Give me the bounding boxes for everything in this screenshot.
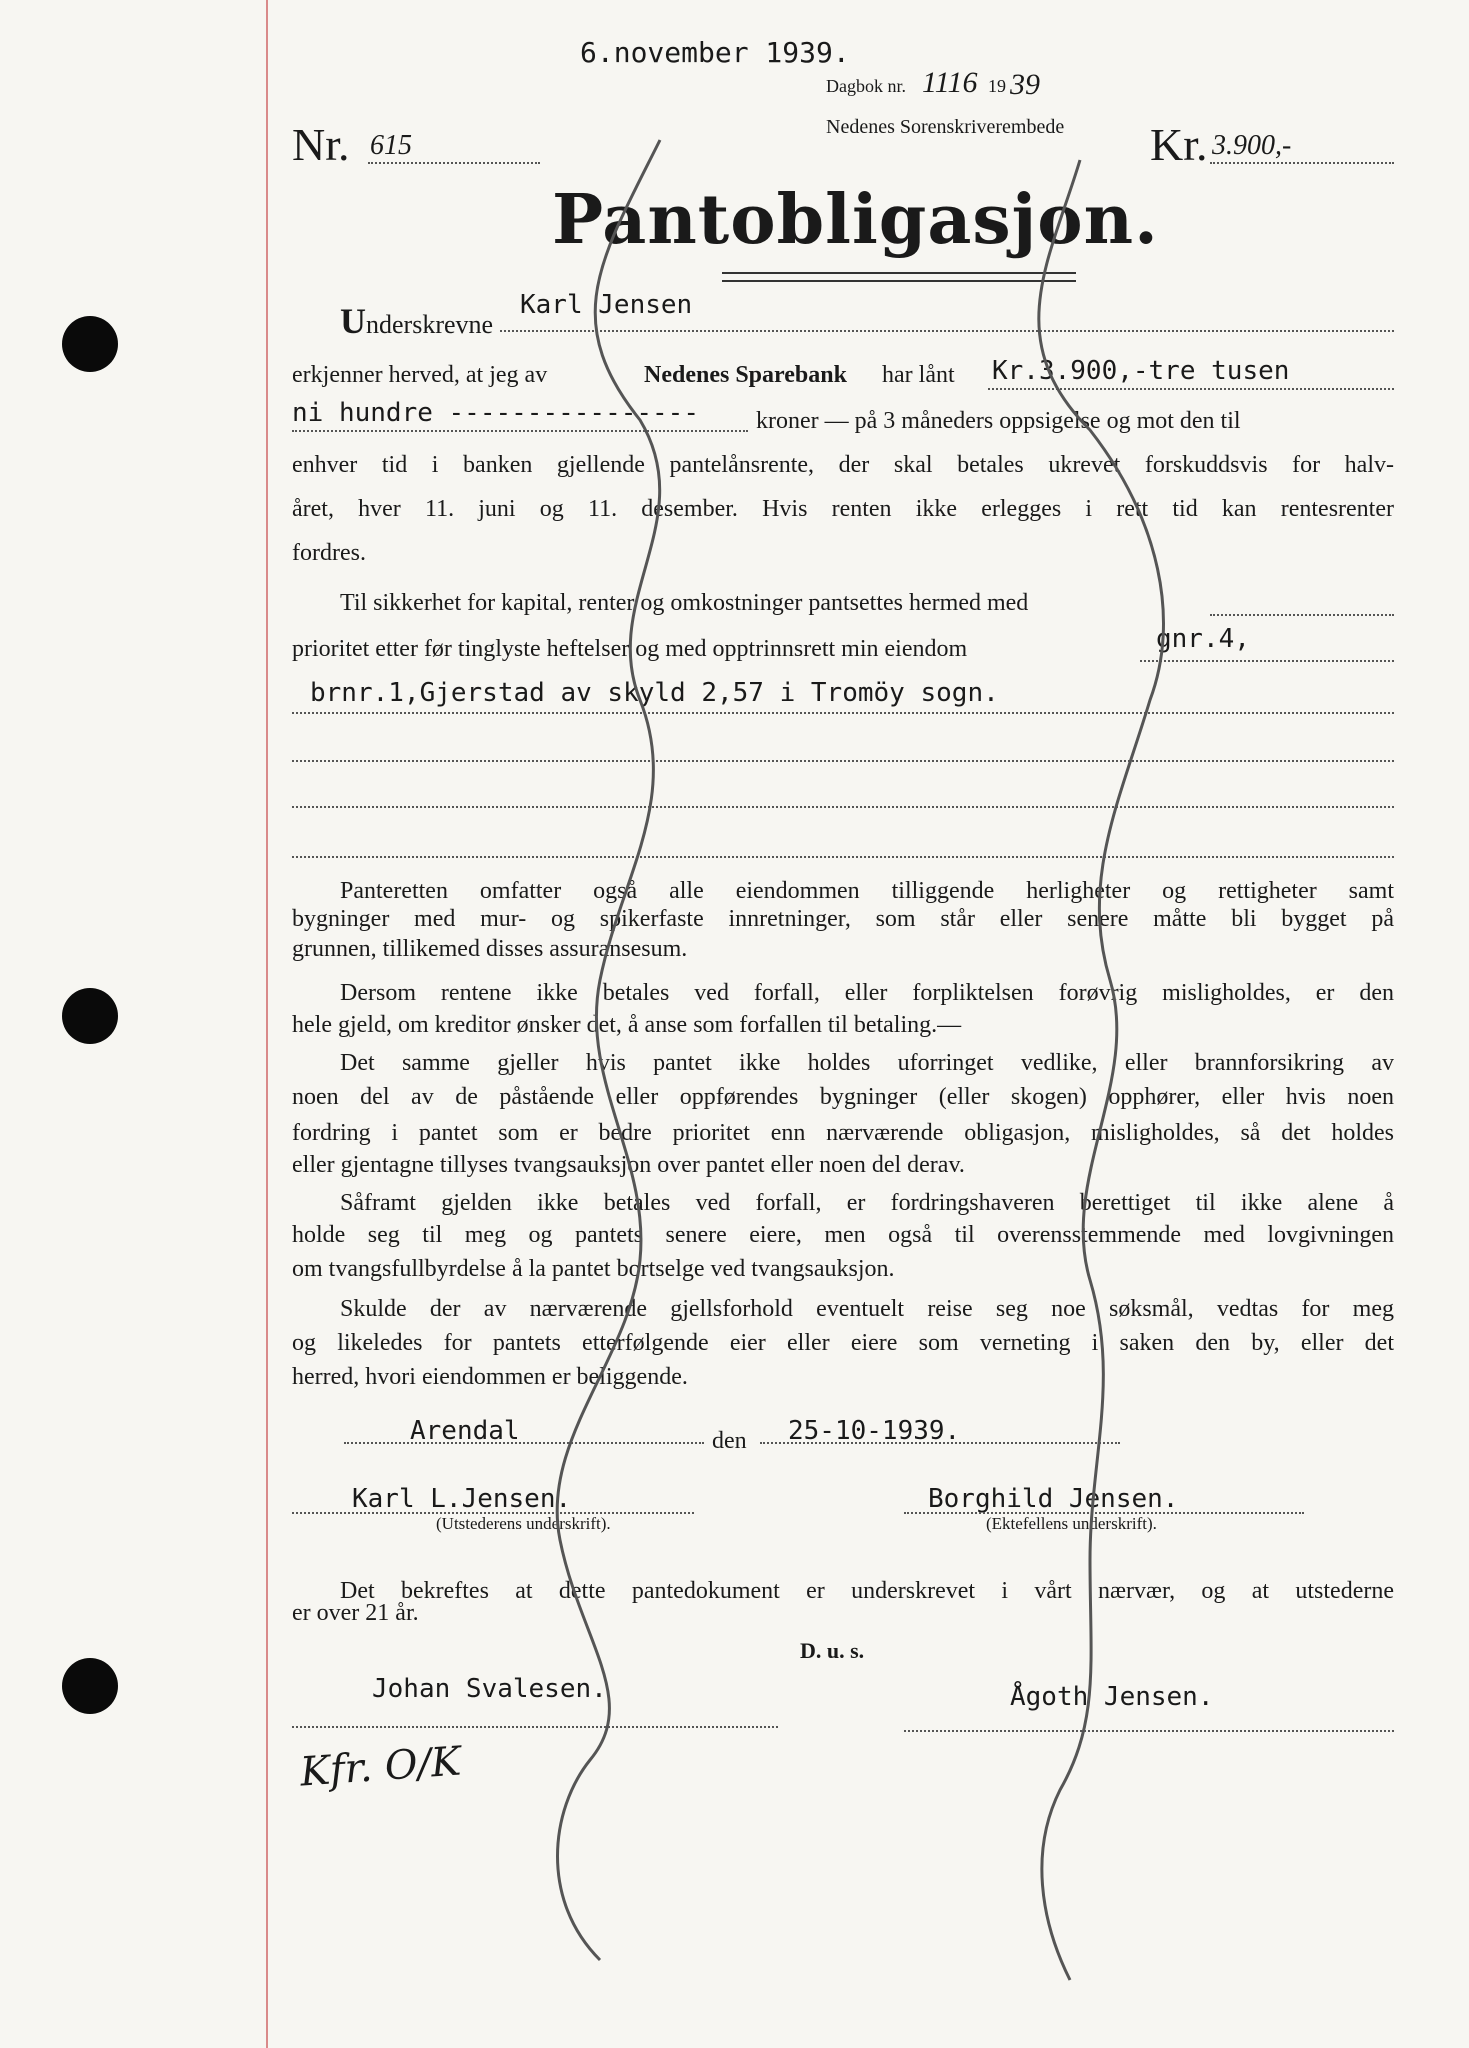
- attestation-line1: Det bekreftes at dette pantedokument er underskrevet i vårt nærvær, og at utstederne: [340, 1578, 1394, 1604]
- clause-line: fordring i pantet som er bedre prioritet enn nærværende obligasjon, misligholdes, så det holdes: [292, 1120, 1394, 1146]
- loan-line4: året, hver 11. juni og 11. desember. Hvis renten ikke erlegges i rett tid kan rentesrenter: [292, 496, 1394, 522]
- spouse-signature: Borghild Jensen.: [928, 1484, 1179, 1514]
- binding-string-left: [557, 140, 660, 1960]
- office-name: Nedenes Sorenskriverembede: [826, 116, 1065, 138]
- undersigned-name: Karl Jensen: [520, 290, 693, 320]
- loan-line5: fordres.: [292, 540, 366, 566]
- property-typed: brnr.1,Gjerstad av skyld 2,57 i Tromöy sogn.: [310, 678, 999, 708]
- clause-line: holde seg til meg og pantets senere eiere, men også til overensstemmende med lovgivningen: [292, 1222, 1394, 1248]
- bank-name: Nedenes Sparebank: [644, 362, 847, 388]
- nr-value: 615: [370, 130, 412, 161]
- clause-line: herred, hvori eiendommen er beliggende.: [292, 1364, 688, 1390]
- issuer-caption: (Utstederens underskrift).: [436, 1514, 611, 1533]
- clause-line: Dersom rentene ikke betales ved forfall, eller forpliktelsen forøvrig misligholdes, er den: [340, 980, 1394, 1006]
- clause-line: og likeledes for pantets etterfølgende eier eller eiere som verneting i saken den by, eller det: [292, 1330, 1394, 1356]
- clause-line: grunnen, tillikemed disses assuransesum.: [292, 936, 688, 962]
- dagbok-label: Dagbok nr.: [826, 76, 906, 96]
- handwritten-note: Kfr. O/K: [298, 1738, 463, 1796]
- attestation-line2: er over 21 år.: [292, 1600, 419, 1626]
- document-title: Pantobligasjon.: [552, 180, 1159, 260]
- signing-date: 25-10-1939.: [788, 1416, 961, 1446]
- loan-amount-typed: Kr.3.900,-tre tusen: [992, 356, 1290, 386]
- security-line2: prioritet etter før tinglyste heftelser og med opptrinnsrett min eiendom: [292, 636, 968, 662]
- dagbok-year-suffix: 39: [1010, 68, 1040, 101]
- clause-line: Skulde der av nærværende gjellsforhold eventuelt reise seg noe søksmål, vedtas for meg: [340, 1296, 1394, 1322]
- witness1-signature: Johan Svalesen.: [372, 1674, 607, 1704]
- loan-amount-typed-2: ni hundre ----------------: [292, 398, 699, 428]
- clause-line: Panteretten omfatter også alle eiendommen tilliggende herligheter og rettigheter samt: [340, 878, 1394, 904]
- binding-string-right: [1039, 160, 1164, 1980]
- issuer-signature: Karl L.Jensen.: [352, 1484, 572, 1514]
- kr-value: 3.900,-: [1212, 130, 1292, 161]
- signing-place: Arendal: [410, 1416, 520, 1446]
- loan-line3: enhver tid i banken gjellende pantelånsrente, der skal betales ukrevet forskuddsvis for halv-: [292, 452, 1394, 478]
- undersigned-label: Underskrevne: [340, 301, 494, 341]
- clause-line: om tvangsfullbyrdelse å la pantet bortselge ved tvangsauksjon.: [292, 1256, 895, 1282]
- dus-mark: D. u. s.: [800, 1638, 865, 1663]
- spouse-caption: (Ektefellens underskrift).: [986, 1514, 1157, 1533]
- den-label: den: [712, 1428, 747, 1454]
- loan-line2-suffix: kroner — på 3 måneders oppsigelse og mot den til: [756, 408, 1241, 434]
- dagbok-year-prefix: 19: [988, 76, 1006, 96]
- loan-line1-mid: har lånt: [882, 362, 955, 388]
- loan-line1-prefix: erkjenner herved, at jeg av: [292, 362, 548, 388]
- security-line1: Til sikkerhet for kapital, renter og omkostninger pantsettes hermed med: [340, 590, 1029, 616]
- kr-label: Kr.: [1150, 119, 1208, 170]
- clause-line: Såframt gjelden ikke betales ved forfall, er fordringshaveren berettiget til ikke alene å: [340, 1190, 1394, 1216]
- clause-line: bygninger med mur- og spikerfaste innretninger, som står eller senere måtte bli bygget på: [292, 906, 1394, 932]
- date-stamp: 6.november 1939.: [580, 36, 850, 69]
- gnr-typed: gnr.4,: [1156, 624, 1250, 654]
- witness2-signature: Ågoth Jensen.: [1010, 1682, 1214, 1712]
- clause-line: eller gjentagne tillyses tvangsauksjon over pantet eller noen del derav.: [292, 1152, 965, 1178]
- dagbok-number: 1116: [922, 66, 978, 99]
- clause-line: Det samme gjeller hvis pantet ikke holdes uforringet vedlike, eller brannforsikring av: [340, 1050, 1394, 1076]
- nr-label: Nr.: [292, 119, 350, 170]
- clause-line: noen del av de påstående eller oppførendes bygninger (eller skogen) opphører, eller hvis noen: [292, 1084, 1394, 1110]
- clause-line: hele gjeld, om kreditor ønsker det, å anse som forfallen til betaling.—: [292, 1012, 962, 1038]
